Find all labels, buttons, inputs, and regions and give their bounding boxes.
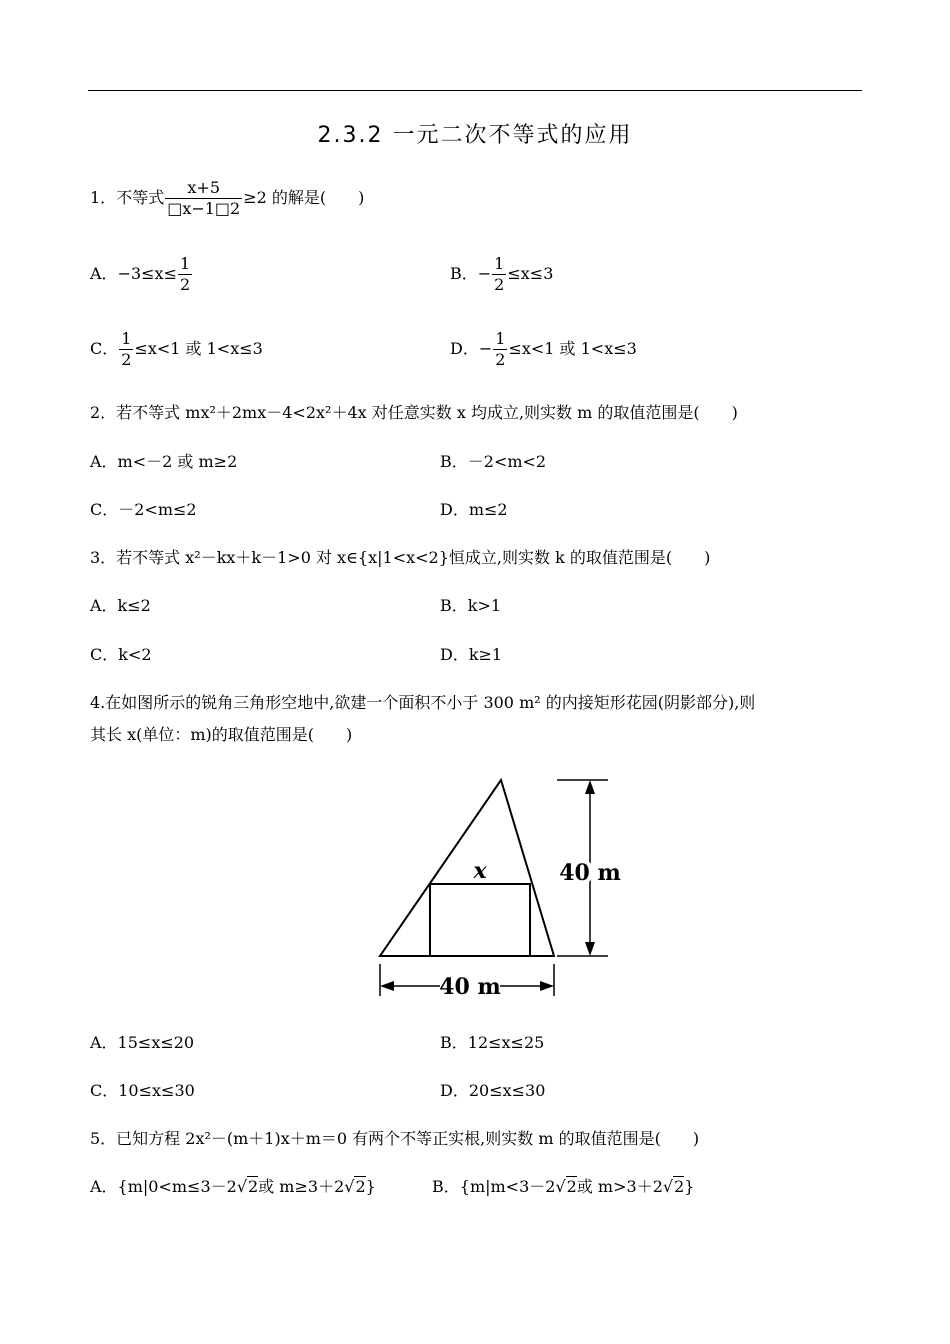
q3-option-d[interactable]: D．k≥1 [440,645,503,664]
inscribed-rectangle [430,884,530,956]
q3-option-b[interactable]: B．k>1 [440,596,502,615]
base-arrow-head-left [380,981,394,991]
question-4-line-2: 其长 x(单位：m)的取值范围是( ) [90,725,353,744]
q2-option-a[interactable]: A．m<－2 或 m≥2 [90,452,238,471]
question-2: 2．若不等式 mx²＋2mx－4<2x²＋4x 对任意实数 x 均成立,则实数 m 的取值范围是( ) [90,403,738,422]
fraction: $\frac{1}{2}$ [494,254,505,294]
triangle-outline [380,780,554,956]
sqrt-symbol: √2 [662,1177,685,1196]
triangle-figure [370,770,630,1010]
question-text: ≥2 的解是( ) [243,188,365,207]
header-rule [88,90,862,91]
fraction: $\frac{x+5}{□x-1□2}$ [167,178,241,218]
fraction: $\frac{1}{2}$ [179,254,191,294]
q2-option-c[interactable]: C．－2<m≤2 [90,500,197,519]
q4-option-b[interactable]: B．12≤x≤25 [440,1033,545,1052]
triangle-diagram [370,770,630,1010]
q3-option-a[interactable]: A．k≤2 [90,596,151,615]
question-number: 1． [90,188,117,207]
q4-option-d[interactable]: D．20≤x≤30 [440,1081,546,1100]
fraction: $\frac{1}{2}$ [121,329,132,369]
sqrt-symbol: √2 [555,1177,577,1196]
q2-option-b[interactable]: B．－2<m<2 [440,452,547,471]
q1-option-d[interactable]: D．− $\frac{1}{2}$ ≤x<1 或 1<x≤3 [450,329,637,369]
base-arrow-head-right [540,981,554,991]
q5-option-b[interactable]: B．{m|m<3－2√2或 m>3＋2√2} [432,1177,695,1196]
q1-option-a[interactable]: A．−3≤x≤ $\frac{1}{2}$ [90,254,191,294]
q5-option-a[interactable]: A．{m|0<m≤3－2√2或 m≥3＋2√2} [90,1177,376,1196]
q4-option-c[interactable]: C．10≤x≤30 [90,1081,195,1100]
label-x: x [473,858,487,884]
sqrt-symbol: √2 [344,1177,366,1196]
question-text: 不等式 [116,188,165,207]
sqrt-symbol: √2 [236,1177,259,1196]
height-arrow-head-top [585,780,595,794]
question-3: 3．若不等式 x²－kx＋k－1>0 对 x∈{x|1<x<2}恒成立,则实数 k 的取值范围是( ) [90,548,711,567]
q1-option-c[interactable]: C． $\frac{1}{2}$ ≤x<1 或 1<x≤3 [90,329,263,369]
q3-option-c[interactable]: C．k<2 [90,645,152,664]
height-arrow-head-bottom [585,942,595,956]
question-1 [90,178,364,219]
fraction: $\frac{1}{2}$ [495,329,506,369]
label-height: 40 m [559,860,621,886]
question-5: 5．已知方程 2x²－(m＋1)x＋m＝0 有两个不等正实根,则实数 m 的取值范围是( ) [90,1129,700,1148]
q4-option-a[interactable]: A．15≤x≤20 [90,1033,195,1052]
question-4-line-1: 4.在如图所示的锐角三角形空地中,欲建一个面积不小于 300 m² 的内接矩形花园(阴影部分),则 [90,693,756,712]
page-title: 2.3.2 一元二次不等式的应用 [317,123,633,148]
q1-option-b[interactable]: B．− $\frac{1}{2}$ ≤x≤3 [450,254,554,294]
label-base: 40 m [439,974,501,1000]
q2-option-d[interactable]: D．m≤2 [440,500,508,519]
